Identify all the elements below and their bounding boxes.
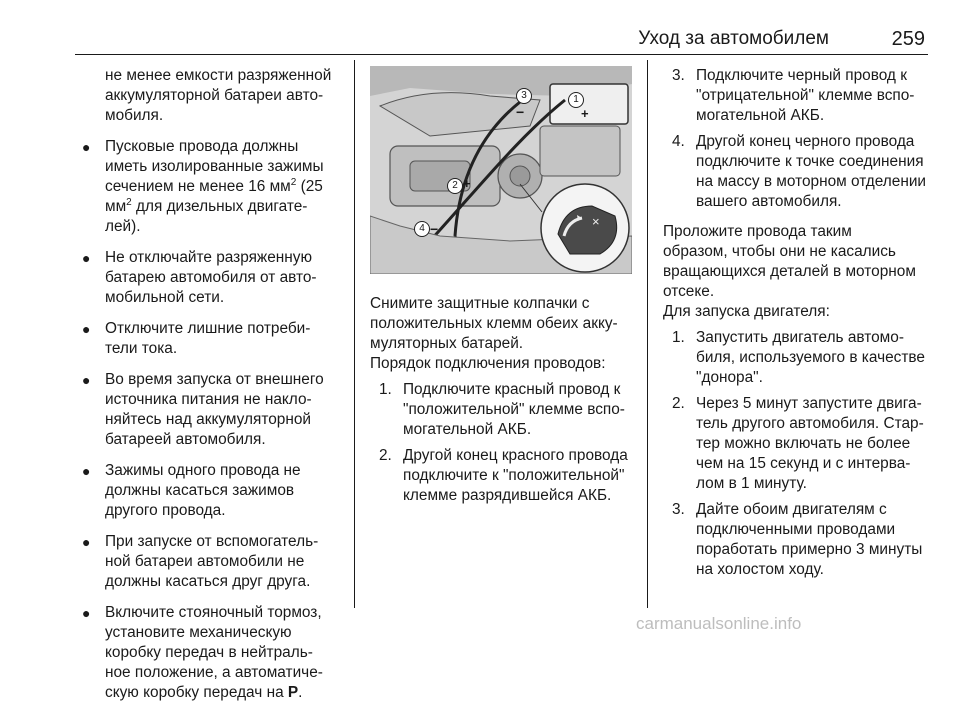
text-line: вращающихся деталей в моторном (663, 263, 916, 280)
numbered-step (669, 132, 933, 212)
numbered-step (669, 66, 933, 126)
text-line: клемме разрядившейся АКБ. (403, 487, 612, 504)
text-line: лей). (105, 218, 141, 235)
text-line: тер можно включать не более (696, 435, 911, 452)
text-line: скую коробку передач на P. (105, 684, 303, 701)
text-line: "отрицательной" клемме вспо- (696, 87, 915, 104)
text-line: муляторных батарей. (370, 335, 524, 352)
text-line: на массу в моторном отделении (696, 173, 927, 190)
bullet-item (78, 370, 350, 450)
bullet-item (78, 137, 350, 237)
text-line: При запуске от вспомогатель- (105, 533, 319, 550)
text-line: могательной АКБ. (696, 107, 825, 124)
minus-sign: − (516, 104, 525, 120)
step-number: 3. (672, 501, 685, 518)
text-line: мобильной сети. (105, 289, 225, 306)
bullet-item (78, 248, 350, 308)
text-line: должны касаться зажимов (105, 482, 295, 499)
text-line: Подключите красный провод к (403, 381, 621, 398)
intro-text (78, 66, 350, 126)
text-line: отсеке. (663, 283, 715, 300)
text-line: батареей автомобиля. (105, 431, 266, 448)
step-number: 3. (672, 67, 685, 84)
text-line: Другой конец черного провода (696, 133, 915, 150)
bullet-icon: ● (82, 463, 91, 479)
text-line: иметь изолированные зажимы (105, 158, 324, 175)
right-column (663, 66, 933, 580)
text-line: Не отключайте разряженную (105, 249, 313, 266)
bullet-icon: ● (82, 372, 91, 388)
bullet-item (78, 461, 350, 521)
text-line: тели тока. (105, 340, 178, 357)
text-line: другого провода. (105, 502, 226, 519)
text-line: няйтесь над аккумуляторной (105, 411, 311, 428)
callout-4: 4 (414, 221, 430, 237)
text-line: чем на 15 секунд и с интерва- (696, 455, 911, 472)
text-line: лом в 1 минуту. (696, 475, 807, 492)
text-line: сечением не менее 16 $мм^2$ (25 (105, 176, 323, 195)
text-line: мобиля. (105, 107, 164, 124)
bullet-item (78, 532, 350, 592)
page-title: Уход за автомобилем (638, 28, 829, 49)
left-column (78, 66, 350, 703)
text-line: установите механическую (105, 624, 292, 641)
text-line: коробку передач в нейтраль- (105, 644, 313, 661)
text-line: образом, чтобы они не касались (663, 243, 896, 260)
numbered-step (669, 328, 933, 388)
text-line: источника питания не накло- (105, 391, 312, 408)
numbered-step (376, 380, 640, 440)
step-number: 4. (672, 133, 685, 150)
text-line: Запустить двигатель автомо- (696, 329, 904, 346)
minus-sign: − (430, 221, 439, 237)
text-line: не менее емкости разряженной (105, 67, 332, 84)
numbered-step (669, 394, 933, 494)
routing-paragraph (663, 222, 933, 302)
numbered-step (669, 500, 933, 580)
text-line: Включите стояночный тормоз, (105, 604, 322, 621)
callout-2: 2 (447, 178, 463, 194)
engine-bay-illustration (370, 66, 632, 274)
step-number: 2. (379, 447, 392, 464)
text-line: Через 5 минут запустите двига- (696, 395, 922, 412)
text-line: "положительной" клемме вспо- (403, 401, 625, 418)
text-line: вашего автомобиля. (696, 193, 842, 210)
superscript: 2 (290, 176, 297, 188)
bullet-item (78, 319, 350, 359)
text-line: положительных клемм обеих акку- (370, 315, 618, 332)
bullet-icon: ● (82, 321, 91, 337)
text-line: Зажимы одного провода не (105, 462, 301, 479)
watermark: carmanualsonline.info (636, 614, 802, 633)
callout-1: 1 (568, 92, 584, 108)
text-line: подключите к "положительной" (403, 467, 625, 484)
intro-paragraph (370, 294, 640, 354)
text-line: поработать примерно 3 минуты (696, 541, 923, 558)
text-line: должны касаться друг друга. (105, 573, 311, 590)
text-line: "донора". (696, 369, 763, 386)
text-line: подключите к точке соединения (696, 153, 924, 170)
text-line: ное положение, а автоматиче- (105, 664, 323, 681)
superscript: 2 (126, 196, 132, 208)
engine-bay-drawing (370, 66, 632, 274)
svg-text:×: × (592, 214, 600, 229)
bullet-icon: ● (82, 605, 91, 621)
text-line: Подключите черный провод к (696, 67, 907, 84)
numbered-step (376, 446, 640, 506)
header-rule (75, 54, 928, 55)
steps-heading: Порядок подключения проводов: (370, 355, 606, 372)
text-line: $мм^2$ для дизельных двигате- (105, 196, 308, 215)
text-line: Снимите защитные колпачки с (370, 295, 590, 312)
text-line: ной батареи автомобили не (105, 553, 305, 570)
text-line: Пусковые провода должны (105, 138, 299, 155)
page-number: 259 (891, 28, 925, 50)
callout-3: 3 (516, 88, 532, 104)
bullet-icon: ● (82, 534, 91, 550)
gear-p-label: P (287, 684, 299, 701)
text-line: тель другого автомобиля. Стар- (696, 415, 924, 432)
step-number: 1. (379, 381, 392, 398)
bullet-icon: ● (82, 250, 91, 266)
step-number: 1. (672, 329, 685, 346)
column-divider-1 (354, 60, 355, 608)
column-divider-2 (647, 60, 648, 608)
text-line: Проложите провода таким (663, 223, 852, 240)
step-number: 2. (672, 395, 685, 412)
text-line: Отключите лишние потреби- (105, 320, 311, 337)
text-line: Другой конец красного провода (403, 447, 628, 464)
bullet-item (78, 603, 350, 703)
bullet-icon: ● (82, 139, 91, 155)
plus-sign: + (463, 176, 471, 191)
text-line: Дайте обоим двигателям с (696, 501, 887, 518)
middle-column (370, 294, 640, 506)
text-line: батарею автомобиля от авто- (105, 269, 317, 286)
text-line: биля, используемого в качестве (696, 349, 925, 366)
text-line: на холостом ходу. (696, 561, 824, 578)
start-heading: Для запуска двигателя: (663, 303, 830, 320)
text-line: Во время запуска от внешнего (105, 371, 324, 388)
text-line: могательной АКБ. (403, 421, 532, 438)
plus-sign: + (581, 106, 589, 121)
text-line: подключенными проводами (696, 521, 896, 538)
text-line: аккумуляторной батареи авто- (105, 87, 324, 104)
